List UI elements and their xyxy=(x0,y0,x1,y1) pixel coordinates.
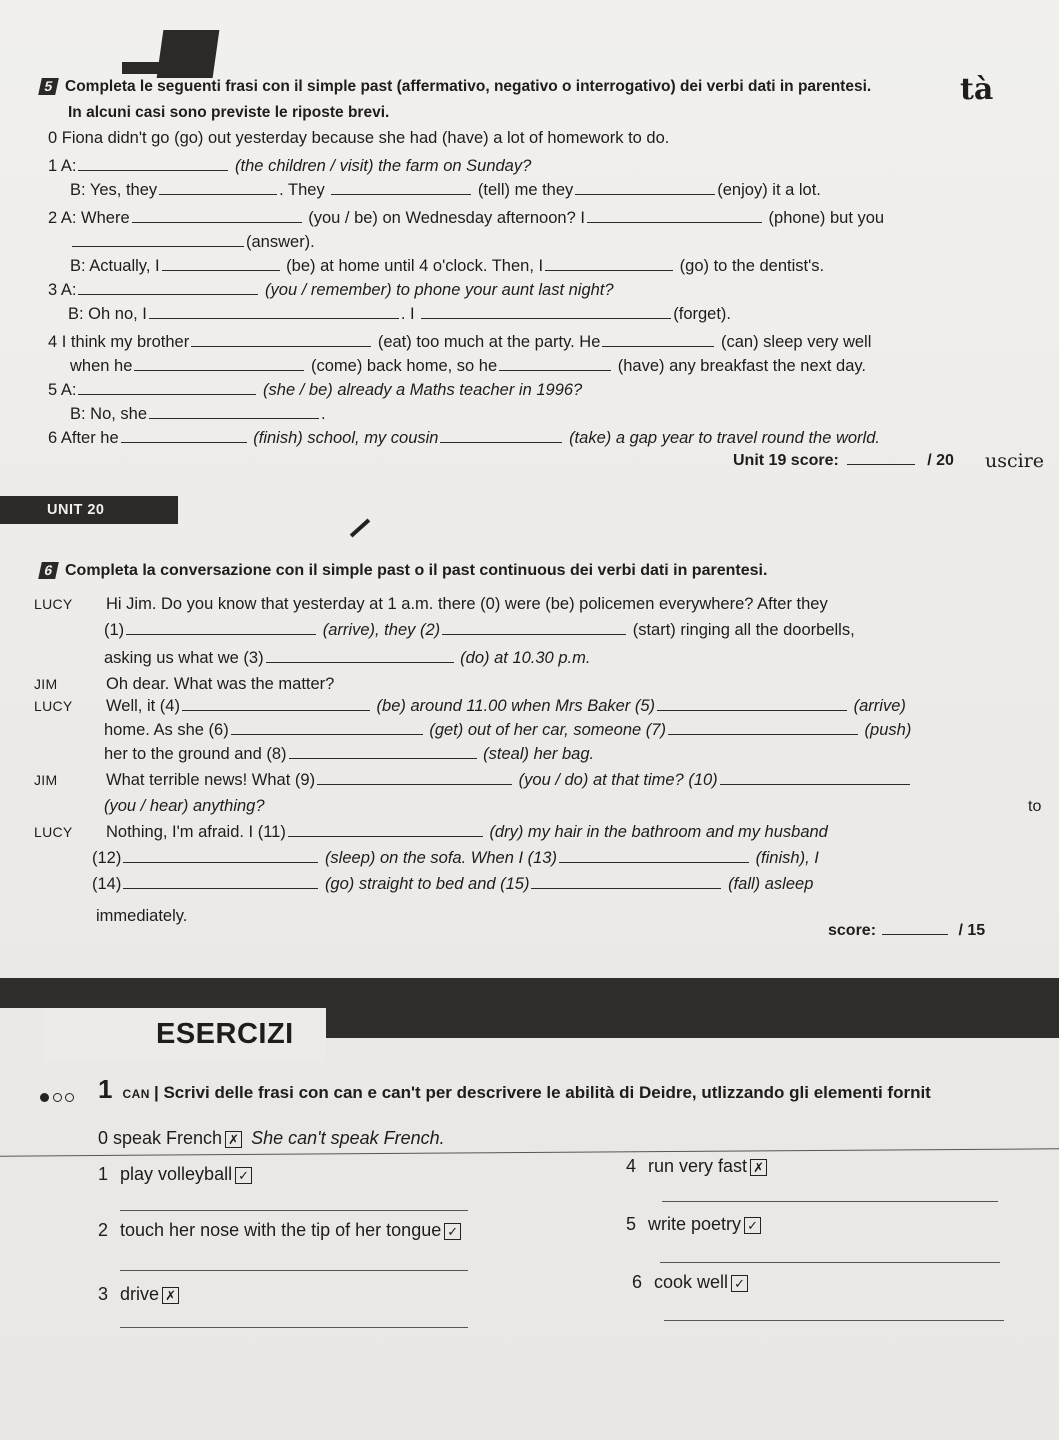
unit19-score: Unit 19 score: / 20 xyxy=(733,452,954,469)
answer-blank[interactable] xyxy=(289,744,477,759)
esercizi-example: 0 speak French ✗ She can't speak French. xyxy=(98,1128,445,1148)
ex5-item-4b: when he (come) back home, so he (have) any breakfast the next day. xyxy=(70,357,866,375)
ex5-item-4a: 4 I think my brother (eat) too much at the party. He (can) sleep very well xyxy=(48,333,872,351)
esercizi-title: ESERCIZI xyxy=(156,1018,294,1050)
ex5-item-3b: B: Oh no, I . I (forget). xyxy=(68,305,732,323)
answer-blank[interactable] xyxy=(575,180,715,195)
answer-blank[interactable] xyxy=(132,208,302,223)
ex1-item-4: 4 run very fast ✗ xyxy=(626,1156,767,1177)
pencil-mark xyxy=(350,518,371,537)
ex6-line-2: (1) (arrive), they (2) (start) ringing all the doorbells, xyxy=(104,621,855,639)
ex5-instruction: 5 Completa le seguenti frasi con il simple past (affermativo, negativo o interrogativo) dei verbi dati in parentesi. xyxy=(40,78,871,96)
ex1-item-6: 6 cook well ✓ xyxy=(632,1272,748,1293)
write-line[interactable] xyxy=(662,1201,998,1202)
answer-blank[interactable] xyxy=(149,304,399,319)
ex5-item-6: 6 After he (finish) school, my cousin (take) a gap year to travel round the world. xyxy=(48,429,880,447)
top-dark-mark-2 xyxy=(122,62,202,74)
ex6-line-11: (12) (sleep) on the sofa. When I (13) (finish), I xyxy=(92,849,819,867)
answer-blank[interactable] xyxy=(440,428,562,443)
answer-blank[interactable] xyxy=(72,232,244,247)
answer-blank[interactable] xyxy=(317,770,512,785)
answer-blank[interactable] xyxy=(331,180,471,195)
ex6-line-6: home. As she (6) (get) out of her car, someone (7) (push) xyxy=(104,721,912,739)
ex6-line-7: her to the ground and (8) (steal) her bag. xyxy=(104,745,595,763)
write-line[interactable] xyxy=(120,1327,468,1328)
answer-blank[interactable] xyxy=(545,256,673,271)
write-line[interactable] xyxy=(664,1320,1004,1321)
difficulty-dots xyxy=(40,1090,74,1105)
answer-blank[interactable] xyxy=(149,404,319,419)
answer-blank[interactable] xyxy=(720,770,910,785)
answer-blank[interactable] xyxy=(531,874,721,889)
ex6-line-3: asking us what we (3) (do) at 10.30 p.m. xyxy=(104,649,591,667)
answer-blank[interactable] xyxy=(231,720,423,735)
answer-blank[interactable] xyxy=(182,696,370,711)
ex6-line-5: LUCY Well, it (4) (be) around 11.00 when Mrs Baker (5) (arrive) xyxy=(34,697,906,715)
esercizi-ex1-instruction: 1 CAN | Scrivi delle frasi con can e can't per descrivere le abilità di Deidre, utlizzando gli elementi fornit xyxy=(98,1074,931,1104)
ex5-item-5b: B: No, she . xyxy=(70,405,326,423)
answer-blank[interactable] xyxy=(191,332,371,347)
ex6-line-8: JIM What terrible news! What (9) (you / do) at that time? (10) xyxy=(34,770,912,790)
answer-blank[interactable] xyxy=(657,696,847,711)
answer-blank[interactable] xyxy=(587,208,762,223)
ex6-number: 6 xyxy=(38,562,59,579)
ex6-line-9: (you / hear) anything? xyxy=(104,797,265,815)
write-line[interactable] xyxy=(660,1262,1000,1263)
ex5-number: 5 xyxy=(38,78,59,95)
ex5-item-5a: 5 A: (she / be) already a Maths teacher in 1996? xyxy=(48,381,583,399)
answer-blank[interactable] xyxy=(123,874,318,889)
ex1-item-2: 2 touch her nose with the tip of her tongue ✓ xyxy=(98,1220,461,1241)
score-blank[interactable] xyxy=(847,450,915,465)
answer-blank[interactable] xyxy=(121,428,247,443)
write-line[interactable] xyxy=(120,1210,468,1211)
answer-blank[interactable] xyxy=(421,304,671,319)
answer-blank[interactable] xyxy=(499,356,611,371)
esercizi-right-band xyxy=(326,1008,1059,1038)
separator-line xyxy=(0,1148,1059,1156)
answer-blank[interactable] xyxy=(442,620,626,635)
ex5-item-1b: B: Yes, they . They (tell) me they (enjoy) it a lot. xyxy=(70,181,821,199)
ex1-item-1: 1 play volleyball ✓ xyxy=(98,1164,252,1185)
unit20-banner: UNIT 20 xyxy=(0,496,178,524)
ex5-instruction-2: In alcuni casi sono previste le riposte brevi. xyxy=(68,104,390,121)
answer-blank[interactable] xyxy=(78,280,258,295)
ex6-line-13: immediately. xyxy=(96,907,188,925)
ex6-line-10: LUCY Nothing, I'm afraid. I (11) (dry) my hair in the bathroom and my husband xyxy=(34,823,828,841)
answer-blank[interactable] xyxy=(266,648,454,663)
answer-blank[interactable] xyxy=(159,180,277,195)
answer-blank[interactable] xyxy=(162,256,280,271)
answer-blank[interactable] xyxy=(78,156,228,171)
ex5-item-3a: 3 A: (you / remember) to phone your aunt last night? xyxy=(48,281,614,299)
answer-blank[interactable] xyxy=(602,332,714,347)
answer-blank[interactable] xyxy=(126,620,316,635)
answer-blank[interactable] xyxy=(78,380,256,395)
answer-blank[interactable] xyxy=(288,822,483,837)
ex5-item-2c: B: Actually, I (be) at home until 4 o'clock. Then, I (go) to the dentist's. xyxy=(70,257,825,275)
write-line[interactable] xyxy=(120,1270,468,1271)
ex5-item-0: 0 Fiona didn't go (go) out yesterday because she had (have) a lot of homework to do. xyxy=(48,129,670,147)
answer-blank[interactable] xyxy=(123,848,318,863)
ex5-item-1a: 1 A: (the children / visit) the farm on Sunday? xyxy=(48,157,532,175)
esercizi-top-band xyxy=(0,978,1059,1008)
ex6-instruction: 6 Completa la conversazione con il simple past o il past continuous dei verbi dati in parentesi. xyxy=(40,562,767,580)
answer-blank[interactable] xyxy=(668,720,858,735)
margin-to: to xyxy=(1028,798,1042,815)
ex5-item-2a: 2 A: Where (you / be) on Wednesday afternoon? I (phone) but you xyxy=(48,209,885,227)
ex5-item-2b: (answer). xyxy=(70,232,315,252)
answer-blank[interactable] xyxy=(134,356,304,371)
ex6-line-1: LUCY Hi Jim. Do you know that yesterday at 1 a.m. there (0) were (be) policemen everywhere? After they xyxy=(34,595,828,613)
margin-note-2: uscire xyxy=(985,450,1045,472)
ex1-item-5: 5 write poetry ✓ xyxy=(626,1214,761,1235)
ex6-score: score: / 15 xyxy=(828,922,986,939)
answer-blank[interactable] xyxy=(559,848,749,863)
ex1-item-3: 3 drive ✗ xyxy=(98,1284,179,1305)
margin-note: tà xyxy=(960,72,994,107)
ex6-line-12: (14) (go) straight to bed and (15) (fall) asleep xyxy=(92,875,814,893)
ex6-line-4: JIM Oh dear. What was the matter? xyxy=(34,675,335,693)
score-blank[interactable] xyxy=(882,920,948,935)
